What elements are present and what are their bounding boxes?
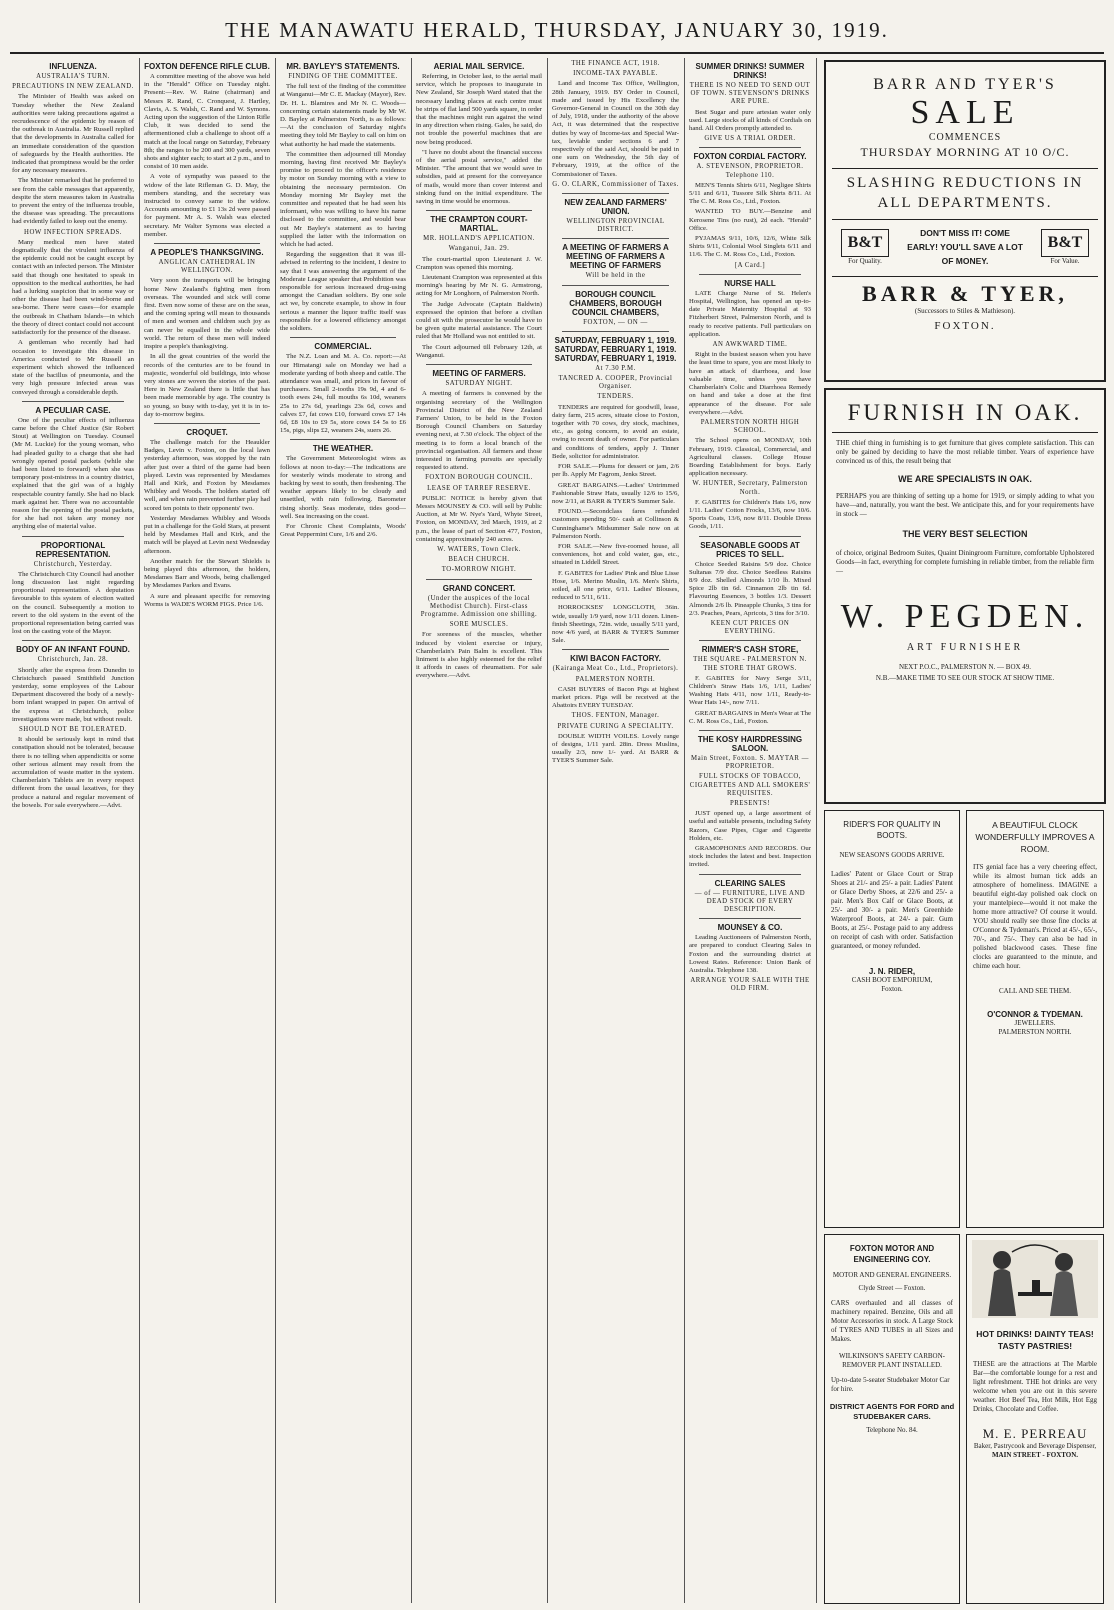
article-subheading: A. STEVENSON, PROPRIETOR. Telephone 110. [696,163,804,179]
article-heading: MOUNSEY & CO. [717,923,783,933]
article-subheading: AN AWKWARD TIME. [712,341,788,349]
article-paragraph: JUST opened up, a large assortment of useful and suitable presents, including Safety Razors, Case Pipes, Cigar and Cigarette Holders, etc. [689,810,811,842]
motor-subhead: MOTOR AND GENERAL ENGINEERS. [832,1271,952,1279]
perreau-ad [966,1234,1104,1604]
motor-ad [824,1234,960,1604]
article-heading: CROQUET. [186,427,228,437]
ad-commences: COMMENCES [928,132,1002,143]
clock-jewellers: JEWELLERS. [1014,1019,1056,1027]
article-paragraph: TENDERS are required for goodwill, lease, dairy farm, 215 acres, situate close to Foxton, together with 70 cows, dry stock, machines, etc., as going concern, to avoid an estate, owing to recent death of owner. For particulars and conditions of tenders, apply J. Tinner Bede, solicitor for administrator. [552,403,679,460]
pegden-name: W. PEGDEN. [840,598,1090,635]
article-subheading: PRESENTS! [729,800,770,808]
article-paragraph: F. GABITES for Navy Serge 3/11, Children's Straw Hats 1/6, 1/11, Ladies' Washing Hats 4/11, now 1/11, Ready-to-Wear Hats 14/-, now 7/11. [689,674,811,707]
pegden-nb: N.B.—MAKE TIME TO SEE OUR STOCK AT SHOW TIME. [875,674,1055,682]
bt-logo-right: B&T [1041,229,1090,257]
article-heading: A PEOPLE'S THANKSGIVING. [150,248,264,258]
for-value: For Value. [1050,256,1080,265]
article-paragraph: LATE Charge Nurse of St. Helen's Hospital, Wellington, has opened an up-to-date Private Maternity Hospital at 93 Fitzherbert Street, Palmerston North, and is ready to receive patients. Full particulars on application. [689,289,811,338]
article-paragraph: Very soon the transports will be bringing home New Zealand's fighting men from overseas. The wounded and sick will come first. Even now some of these are on the seas, and the coming spring will mean to thousands of men and women and children such joy as can never be equalled in the whole wide world. The return of these men will indeed inspire a people's thanksgiving. [144,277,270,351]
article-paragraph: A meeting of farmers is convened by the organising secretary of the Wellington Provincial District of the New Zealand Farmers' Union, to be held in the Foxton Borough Council Chambers on Saturday evening next, at 7.30 o'clock. The object of the meeting is to form a local branch of the provincial organisation. All farmers and those interested in farming pursuits are specially requested to attend. [416,390,542,472]
article-paragraph: DOUBLE WIDTH VOILES. Lovely range of designs, 1/11 yard. 28in. Dress Muslins, usually 2/3, now 1/- yard. At BARR & TYER'S Summer Sale. [552,732,679,765]
rider-emporium: CASH BOOT EMPORIUM, [851,976,933,984]
pegden-body: PERHAPS you are thinking of setting up a home for 1919, or simply adding to what you have—and, naturally, you want the best. We anticipate this, and for your requirements have in stock — [836,492,1094,518]
article-paragraph: A committee meeting of the above was held in the "Herald" Office on Tuesday night. Present:—Rev. W. Raine (chairman) and Messrs R. Rand, C. Cronquest, J. Hartley, Clavis, A. S. Walsh, C. Rand and W. Symons. Acting upon the suggestion of the Linton Rifle Club, it was decided to send the aftermentioned club a challenge to shoot off a match at the local range on Saturday, February 8th; the ranges to be 200 and 300 yards, seven shots and sighter each; to start at 2 p.m., and to consist of 10 men aside. [144,73,270,171]
article-heading: THE KOSY HAIRDRESSING SALOON. [697,735,803,753]
article-paragraph: A vote of sympathy was passed to the widow of the late Rifleman G. D. May, the members standing, and the secretary was instructed to convey same to the widow. Accounts amounting to £1 13s 2d were passed for payment. Mr A. S. Walsh was elected secretary. Mr Walter Symons was elected a member. [144,173,270,238]
column-rule [22,401,124,402]
article-heading: FOXTON CORDIAL FACTORY. [693,152,807,162]
furnish-in-oak: FURNISH IN OAK. [847,400,1083,425]
article-subheading: Christchurch, Yesterday. [33,560,113,568]
article-paragraph: CASH BUYERS of Bacon Pigs at highest market prices. Pigs will be received at the Abattoirs EVERY TUESDAY. [552,685,679,710]
tea-party-illustration [972,1240,1098,1318]
article-heading: THE WEATHER. [312,444,374,454]
rider-subhead: NEW SEASON'S GOODS ARRIVE. [839,851,945,859]
rider-body: Ladies' Patent or Glace Court or Strap Shoes at 21/- and 25/- a pair. Ladies' Patent or Glace Derby Shoes, at 22/6 and 25/- a pair. Men's Box Calf or Glace Boots, at 25/- and 30/- a pair. Men's Greenhide Waterproof Boots, at 24/- a pair. Gum Boots, at 25/-. Postage paid to any address on receipt of cash with order. Satisfaction guaranteed, or money refunded. [831,870,953,950]
motor-body: CARS overhauled and all classes of machinery repaired. Benzine, Oils and all Motor Accessories in stock. A Large Stock of TYRES AND TUBES in all Sizes and Makes. [831,1299,953,1343]
column-rule [699,918,801,919]
motor-heading: FOXTON MOTOR AND ENGINEERING COY. [849,1244,935,1264]
article-heading: PROPORTIONAL REPRESENTATION. [35,540,111,559]
clock-heading: A BEAUTIFUL CLOCK WONDERFULLY IMPROVES A ROOM. [975,820,1095,854]
column-rule [426,364,532,365]
article-subheading: (Under the auspices of the local Methodist Church). First-class Programme. Admission one shilling. [420,594,538,618]
article-subheading: GIVE US A TRIAL ORDER. [704,135,796,143]
article-subheading: G. O. CLARK, Commissioner of Taxes. [552,180,679,188]
article-paragraph: A sure and pleasant specific for removing Worms is WADE'S WORM FIGS. Price 1/6. [144,592,270,608]
column-rule [699,147,801,148]
masthead-title: THE MANAWATU HERALD, THURSDAY, JANUARY 30, 1919. [225,18,889,42]
article-paragraph: In all the great countries of the world the records of the centuries are to be found in majestic, wonderful old buildings, into whose very stones are woven the stories of the past. Here in New Zealand there is little that has been made memorable by age. The country is so young, so busy with to-day, yet it is in to-day to-morrow begins. [144,353,270,418]
article-paragraph: One of the peculiar effects of influenza came before the Chief Justice (Sir Robert Stout) at Wellington on Tuesday. Counsel (Mr M. Luckie) for the young woman, who had pleaded guilty to a charge that she had wrongly opened postal packets (while she had been listed to forward) when she was temporary post-mistress in a country district, explained that the girl was of a highly respectable country family. She had no black mark against her. There was no accountable reason for the opening of the postal packets, for she had not taken any money nor anything else of material value. [12,416,134,531]
column-rule [154,423,260,424]
hot-drinks-heading: HOT DRINKS! DAINTY TEAS! TASTY PASTRIES! [976,1329,1094,1351]
article-heading: GRAND CONCERT. [442,583,516,593]
column-3 [280,58,406,1603]
for-quality: For Quality. [848,256,882,265]
column-1 [12,58,134,1603]
article-paragraph: The challenge match for the Heaukler Badges, Levin v. Foxton, on the local lawn yesterday afternoon, was stopped by the rain after just over a third of the game had been played. Levin was represented by Mesdames Hall and Kirk, and Foxton by Mesdames Whibley and Woods. The holders started off well, and when rain prevented further play had scored ten points to their opponents' two. [144,438,270,512]
article-heading: BODY OF AN INFANT FOUND. [16,645,130,655]
article-subheading: Wanganui, Jan. 29. [448,245,510,253]
column-rule [154,243,260,244]
pegden-stock: of choice, original Bedroom Suites, Quaint Diningroom Furniture, comfortable Upholstered Goods—in fact, everything for complete furnishing in reliable timber, from the reliable firm — [836,549,1094,575]
article-subheading: TENDERS. [597,393,634,401]
pegden-ad [824,388,1106,804]
article-heading: AERIAL MAIL SERVICE. [433,62,525,71]
clock-body: ITS genial face has a very cheering effect, while its almost human tick adds an atmosphere of homeliness. IMAGINE a beautiful eight-day polished oak clock on your mantelpiece—would it not make the home more attractive? Of course it would. YOU should really see those fine clocks at O'Connor & Tydeman's. Priced at 45/-, 65/-, 70/-, and 75/-. They can also be had in polished blackwood cases. These fine clocks are guaranteed to the minute, and chime each hour. [973,863,1097,970]
article-subheading: SORE MUSCLES. [449,621,509,629]
article-subheading: ARRANGE YOUR SALE WITH THE OLD FIRM. [690,977,810,993]
article-heading: A MEETING OF FARMERS A MEETING OF FARMERS A MEETING OF FARMERS [562,243,669,271]
pegden-address: NEXT P.O.C., PALMERSTON N. — BOX 49. [898,663,1032,671]
article-heading: BOROUGH COUNCIL CHAMBERS, BOROUGH COUNCIL CHAMBERS, [569,289,662,317]
rider-ad [824,810,960,1228]
article-subheading: INCOME-TAX PAYABLE. [573,70,658,78]
ad-reductions: SLASHING REDUCTIONS IN ALL DEPARTMENTS. [846,175,1084,211]
article-heading: NURSE HALL [724,278,776,288]
article-heading: FOXTON DEFENCE RIFLE CLUB. [144,62,270,71]
column-rule [562,193,669,194]
clock-town: PALMERSTON NORTH. [998,1028,1072,1036]
article-paragraph: Shortly after the express from Dunedin to Christchurch passed Smithfield Junction yesterday, some employees of the Labour Department discovered the body of a newly-born infant wrapped in paper. On arrival of the express at Christchurch, police investigations were made, but without result. [12,666,134,723]
column-rule [562,238,669,239]
article-subheading: (Kairanga Meat Co., Ltd., Proprietors). [552,665,679,673]
article-subheading: PALMERSTON NORTH. [575,675,656,683]
article-heading: MR. BAYLEY'S STATEMENTS. [286,62,400,71]
article-paragraph: MEN'S Tennis Shirts 6/11, Negligee Shirts 5/11 and 6/11, Tussore Silk Shirts 8/11. At The C. M. Ross Co., Ltd., Foxton. [689,181,811,206]
article-subheading: PALMERSTON NORTH HIGH SCHOOL. [700,418,800,435]
article-subheading: FOXTON, — ON — [583,318,648,326]
article-subheading: MR. HOLLAND'S APPLICATION. [423,235,535,243]
article-paragraph: The court-martial upon Lieutenant J. W. Crampton was opened this morning. [416,255,542,271]
column-6 [689,58,811,1603]
article-subheading: [A Card.] [734,261,766,269]
article-heading: CLEARING SALES [714,878,786,888]
column-rule [290,337,396,338]
article-subheading: PRECAUTIONS IN NEW ZEALAND. [12,83,134,91]
ad-heading: BARR AND TYER'S [873,76,1057,93]
article-paragraph: Choice Seeded Raisins 5/9 doz. Choice Sultanas 7/9 doz. Choice Seedless Raisins 8/9 doz. Shelled Almonds 1/10 lb. Mixed Spice 2lb tin 6d. Cinnamon 2lb tin 6d. Flavouring Essences, 3 bottles 1/3. Dessert Almonds 2/6 lb. Pineapple Chunks, 3 tins for 2/3. Peaches, Pears, Apricots, 3 tins for 3/10. [689,560,811,617]
successors: (Successors to Stiles & Mathieson). [914,307,1016,315]
article-subheading: Christchurch, Jan. 28. [37,656,109,664]
motor-hire: Up-to-date 5-seater Studebaker Motor Car for hire. [831,1376,950,1393]
rider-heading: RIDER'S FOR QUALITY IN BOOTS. [843,820,941,840]
article-paragraph: The Government Meteorologist wires as follows at noon to-day:—The indications are for westerly winds moderate to strong and backing by west to south, then freshening. The weather appears likely to be cloudy and unsettled, with rain following. Barometer rising shortly. Seas moderate, tides good—well. Sea increasing on the coast. [280,455,406,520]
article-subheading: SHOULD NOT BE TOLERATED. [19,726,127,734]
article-subheading: ANGLICAN CATHEDRAL IN WELLINGTON. [158,259,256,275]
article-paragraph: FOR SALE.—New five-roomed house, all conveniences, hot and cold water, gas, etc., situated in Liddell Street. [552,542,679,567]
article-subheading: HOW INFECTION SPREADS. [24,228,122,236]
article-subheading: Will be held in the [585,272,646,280]
article-paragraph: F. GABITES for Children's Hats 1/6, now 1/11. Ladies' Cotton Frocks, 13/6, now 10/6. Sports Coats, 13/6, now 8/11. Double Dress Goods, 1/11. [689,498,811,531]
article-paragraph: Land and Income Tax Office, Wellington, 28th January, 1919. BY Order in Council, made and issued by His Excellency the Governor-General in Council on the 30th day of July, 1918, under the authority of the above Act, it was determined that the respective duties by way of Income-tax and Special War-tax, leviable under sections 6 and 7 respectively of the said Act, should be paid in one sum on Wednesday, the 5th day of February, 1919, at the office of the Commissioner of Taxes. [552,80,679,178]
article-paragraph: Leading Auctioneers of Palmerston North, are prepared to conduct Clearing Sales in Foxton and the surrounding district at Lowest Rates. Reference: Union Bank of Australia. Telephone 138. [689,934,811,975]
firm-name: BARR & TYER, [862,281,1068,306]
article-heading: A PECULIAR CASE. [35,405,111,415]
article-heading: SEASONABLE GOODS AT PRICES TO SELL. [700,540,800,559]
masthead [10,12,1104,54]
article-paragraph: "I have no doubt about the financial success of the aerial postal service," added the Minister. "The amount that we would save in subsidies, paid at present for the conveyance of mails, would more than cover interest and sinking fund on the initial expenditure. The saving in time would be enormous. [416,148,542,206]
article-paragraph: The School opens on MONDAY, 10th February, 1919. Classical, Commercial, and Agricultural classes. College House Boarding Establishment for boys. Early application necessary. [689,437,811,478]
article-subheading: TO-MORROW NIGHT. [441,566,517,574]
firm-town: FOXTON. [934,320,996,332]
article-heading: THE CRAMPTON COURT-MARTIAL. [430,215,528,234]
article-subheading: THOS. FENTON, Manager. [571,712,660,720]
article-subheading: THE SQUARE - PALMERSTON N. THE STORE THAT GROWS. [693,656,807,672]
column-rule [699,874,801,875]
pegden-intro: THE chief thing in furnishing is to get furniture that gives complete satisfaction. This can only be gained by deciding to have the most reliable timber. Years of experience have convinced us of this, the result being that [836,439,1094,465]
article-subheading: SATURDAY NIGHT. [445,380,513,388]
article-subheading: LEASE OF TARREF RESERVE. [427,484,531,492]
dont-miss-it: DON'T MISS IT! COME EARLY! YOU'LL SAVE A LOT OF MONEY. [907,228,1023,266]
article-subheading: W. HUNTER, Secretary, Palmerston North. [692,480,808,496]
article-heading: MEETING OF FARMERS. [432,369,526,379]
article-subheading: THERE IS NO NEED TO SEND OUT OF TOWN. STEVENSON'S DRINKS ARE PURE. [689,82,811,106]
article-heading: RIMMER'S CASH STORE, [701,645,799,655]
rider-town: Foxton. [881,985,903,993]
column-4 [416,58,542,1603]
article-subheading: TANCRED A. COOPER, Provincial Organiser. [558,375,673,391]
article-paragraph: For soreness of the muscles, whether induced by violent exercise or injury, Chamberlain's Pain Balm is excellent. This liniment is also highly esteemed for the relief it affords in cases of rheumatism. For sale everywhere.—Advt. [416,631,542,680]
article-paragraph: PUBLIC NOTICE is hereby given that Messrs MOUNSEY & CO. will sell by Public Auction, at Mr W. Nye's Yard, Whyte Street, Foxton, on MONDAY, 3rd March, 1919, at 2 p.m., the lease of part of Section 477, Foxton, containing approximately 240 acres. [416,494,542,543]
article-paragraph: The N.Z. Loan and M. A. Co. report:—At our Himatangi sale on Monday we had a moderate yarding of both sheep and cattle. The attendance was small, and prices in favour of purchasers. Small 2-tooths 19s 9d, 4 and 6-tooth ewes 24s, full mouths 6s 10d, weaners 25s to 27s 6d, yearlings 23s 6d, cows and calves £7, fat cows £10, forward cows £7 14s 6d, £8 10s to £9 5s, store cows £4 5s to £6 15s, pigs, slips £2, weaners 24s, suers 26. [280,353,406,435]
article-heading: SATURDAY, FEBRUARY 1, 1919. SATURDAY, FEBRUARY 1, 1919. SATURDAY, FEBRUARY 1, 1919. [554,335,677,363]
article-paragraph: The Judge Advocate (Captain Baldwin) expressed the opinion that before a civilian could sit with the prosecutor he would have to be given quite material assistance. The Court ruled that Mr Holland was not entitled to sit. [416,300,542,341]
article-subheading: FOXTON BOROUGH COUNCIL. [425,474,533,482]
column-5 [552,58,679,1603]
article-paragraph: F. GABITES for Ladies' Pink and Blue Lisse Hose, 1/6. Merino Muslin, 1/6. Men's Shirts, soiled, all one price, 6/11. Ladies' Blouses, reduced to 5/11, 6/11. [552,569,679,602]
column-rule [22,536,124,537]
perreau-body: THESE are the attractions at The Marble Bar—the comfortable lounge for a rest and light refreshment. THE hot drinks are very welcome when you are out in this severe weather. Hot Beef Tea, Hot Milk, Hot Egg Drinks, Chocolate and Coffee. [973,1360,1097,1413]
article-paragraph: Regarding the suggestion that it was ill-advised in referring to the incident, I desire to say that I was answering the argument of the Moderate League speaker that Prohibition was responsible for serious increased drug-using amongst the Canadian soldiers. By one sole act we, by concrete example, to show in four serious a manner the liquor traffic itself was responsible for a lowered efficiency amongst the soldiers. [280,251,406,333]
article-heading: COMMERCIAL. [314,342,372,352]
article-subheading: THE FINANCE ACT, 1918. [571,60,660,67]
column-rule [426,579,532,580]
article-paragraph: Many medical men have stated dogmatically that the virulent influenza of the epidemic could not be caught except by contact with an infected person. The Minister said that though one hesitated to speak in opposition to the medical authorities, he had had a lurking suspicion that in some way or other the disease had been wind-borne and sea-borne. There were cases—for example the outbreak in Chatham Islands—in which the theory of direct contact could not account satisfactorily for the presence of the disease. [12,238,134,337]
motor-safety: WILKINSON'S SAFETY CARBON-REMOVER PLANT INSTALLED. [838,1352,945,1369]
motor-address: Clyde Street — Foxton. [858,1284,926,1292]
article-heading: NEW ZEALAND FARMERS' UNION. [564,198,667,217]
column-rule [562,285,669,286]
column-rule [699,640,801,641]
article-subheading: — of — FURNITURE, LIVE AND DEAD STOCK OF EVERY DESCRIPTION. [694,889,806,914]
column-rule [699,274,801,275]
article-paragraph: HORROCKSES' LONGCLOTH, 36in. wide, usually 1/9 yard, now 1/11 dozen. Linen-finish Sheetings, 72in. wide, usually 5/11 yard, now 4/6 yard, at BARR & TYER'S Summer Sale. [552,604,679,645]
article-heading: SUMMER DRINKS! SUMMER DRINKS! [695,62,805,80]
article-subheading: PRIVATE CURING A SPECIALITY. [557,722,674,730]
perreau-address: MAIN STREET - FOXTON. [991,1451,1079,1459]
article-paragraph: The Christchurch City Council had another long discussion last night regarding proportional representation. A deputation favourable to this system of election waited on the council. Subsequently a motion to revert to the old system in the event of the proportional representation being carried was lost on the casting vote of the Mayor. [12,570,134,636]
bt-logo-left: B&T [841,229,890,257]
column-rule [22,640,124,641]
article-subheading: FINDING OF THE COMMITTEE. [288,73,398,80]
article-subheading: WELLINGTON PROVINCIAL DISTRICT. [566,218,665,234]
article-subheading: AUSTRALIA'S TURN. [36,73,110,80]
perreau-name: M. E. PERREAU [982,1426,1088,1441]
article-paragraph: Lieutenant Crampton was represented at this morning's hearing by Mr N. G. Armstrong, acting for Mr Longhorn, of Palmerston North. [416,274,542,298]
article-paragraph: It should be seriously kept in mind that constipation should not be tolerated, because there is no telling when appendicitis or some other serious ailment may result from the accumulation of waste matter in the system. Chamberlain's Tablets are in every respect different from the usual laxatives, for they produce a natural and regular movement of the bowels. For sale everywhere.—Advt. [12,736,134,809]
article-paragraph: FOUND.—Secondclass fares refunded customers spending 50/- cash at Collinson & Cunninghame's Midsummer Sale now on at Palmerston North. [552,508,679,540]
article-paragraph: Best Sugar and pure artesian water only used. Large stocks of all kinds of Cordials on hand. All Orders promptly attended to. [689,108,811,133]
column-rule [699,730,801,731]
column-rule [562,649,669,650]
column-rule [426,210,532,211]
article-paragraph: GREAT BARGAINS in Men's Wear at The C. M. Ross Co., Ltd., Foxton. [689,709,811,725]
article-paragraph: Right in the busiest season when you have the least time to spare, you are most likely to have an attack of diarrhoea, and lose valuable time, unless you have Chamberlain's Colic and Diarrhoea Remedy on hand and take a dose at the first appearance of the disease. For sale everywhere.—Advt. [689,351,811,416]
article-subheading: FULL STOCKS OF TOBACCO, CIGARETTES AND ALL SMOKERS' REQUISITES. [689,773,811,797]
article-paragraph: Referring, in October last, to the aerial mail service, which he proposes to inaugurate in New Zealand, Sir Joseph Ward stated that the necessary landing places at each centre must be strips of flat land 500 yards square, in order that the machines might run against the wind in any direction when rising. Gales, he said, do not trouble the powerful machines that are now being produced. [416,73,542,146]
article-paragraph: WANTED TO BUY.—Benzine and Kerosene Tins (no rust), 2d each. "Herald" Office. [689,208,811,232]
clock-firm: O'CONNOR & TYDEMAN. [987,1010,1083,1019]
article-paragraph: The Court adjourned till February 12th, at Wanganui. [416,343,542,359]
article-paragraph: Another match for the Stewart Shields is being played this afternoon, the holders, Mesdames Barr and Woods, being challenged by Mesdames Parkes and Evans. [144,557,270,590]
column-rule [699,536,801,537]
article-subheading: W. WATERS, Town Clerk. [437,545,521,553]
motor-phone: Telephone No. 84. [866,1426,918,1434]
article-paragraph: PYJAMAS 9/11, 10/6, 12/6, White Silk Shirts 9/11, Colonial Wool Singlets 6/11 and 11/6. The C. M. Ross Co., Ltd., Foxton. [689,235,811,259]
article-subheading: Main Street, Foxton. S. MAYTAR — PROPRIETOR. [691,755,809,771]
rider-name: J. N. RIDER, [868,967,916,976]
article-paragraph: The full text of the finding of the committee at Wanganui—Mr C. E. Mackay (Mayor), Rev. Dr. H. L. Blamires and Mr N. C. Woods—concerning certain statements made by Mr W. D. Bayley at Palmerston North, is as follows:—At the conclusion of Saturday night's meeting they told Mr Bayley to call on him on what authority he had made the statements. [280,83,406,148]
article-paragraph: FOR SALE.—Plums for dessert or jam, 2/6 per lb. Apply Mr Fagrom, Jenks Street. [552,463,679,479]
article-paragraph: The committee then adjourned till Monday morning, having first received Mr Bayley's promise to proceed to the officer's residence by motor on Sunday morning with a view to obtaining the necessary permission. On Monday morning Mr Bayley met the committee and repeated that he had seen his informant, who was willing to have his name disclosed to the committee, and would bear out Mr Bayley's statement as to having supplied the latter with the information on which he had acted. [280,150,406,249]
article-subheading: KEEN CUT PRICES ON EVERYTHING. [710,619,790,636]
article-heading: KIWI BACON FACTORY. [570,654,661,664]
column-2 [144,58,270,1603]
art-furnisher: ART FURNISHER [906,642,1024,653]
ad-date: THURSDAY MORNING AT 10 O/C. [860,145,1070,159]
article-paragraph: A gentleman who recently had had occasion to investigate this disease in America conducted to Mr Russell an experiment which showed the influenced state of the bacillus of pneumonia, and the very high pressure infected areas was conveyed through a considerable depth. [12,339,134,396]
clock-call: CALL AND SEE THEM. [999,987,1071,995]
column-rule [562,331,669,332]
article-subheading: At 7.30 P.M. [595,364,636,372]
clock-ad [966,810,1104,1228]
specialists-in-oak: WE ARE SPECIALISTS IN OAK. [898,474,1032,484]
article-paragraph: GREAT BARGAINS.—Ladies' Untrimmed Fashionable Straw Hats, usually 12/6 to 15/6, now 2/11, at BARR & TYER'S Summer Sale. [552,481,679,505]
article-paragraph: Yesterday Mesdames Whibley and Woods put in a challenge for the Gold Stars, at present held by Mesdames Hall and Kirk, and the match will be played at Levin next Wednesday afternoon. [144,514,270,555]
article-subheading: BEACH CHURCH. [448,556,510,564]
article-paragraph: The Minister of Health was asked on Tuesday whether the New Zealand authorities were taking precautions against a recrudescence of the epidemic by reason of the outbreak in Australia. Mr Russell replied that the developments in Australia called for an immediate consideration of the question of safeguards by the Health authorities. He indicated that promptness would be the order for any necessary measures. [12,93,134,175]
very-best-selection: THE VERY BEST SELECTION [902,529,1028,539]
article-paragraph: GRAMOPHONES AND RECORDS. Our stock includes the latest and best. Inspection invited. [689,845,811,869]
barr-tyer-sale-ad [824,60,1106,382]
article-paragraph: The Minister remarked that he preferred to see from the cable messages that apparently, despite the stern measures taken in Australia to prevent the entry of the influenza trouble, the disease was spreading. The precautions had evidently failed to keep out the enemy. [12,177,134,226]
article-paragraph: For Chronic Chest Complaints, Woods' Great Peppermint Cure, 1/6 and 2/6. [280,522,406,539]
article-heading: INFLUENZA. [49,62,97,71]
perreau-trade: Baker, Pastrycook and Beverage Dispenser, [973,1442,1097,1450]
ad-sale-word: SALE [910,94,1020,131]
column-rule [290,439,396,440]
motor-agents: DISTRICT AGENTS FOR FORD and STUDEBAKER CARS. [829,1402,955,1421]
